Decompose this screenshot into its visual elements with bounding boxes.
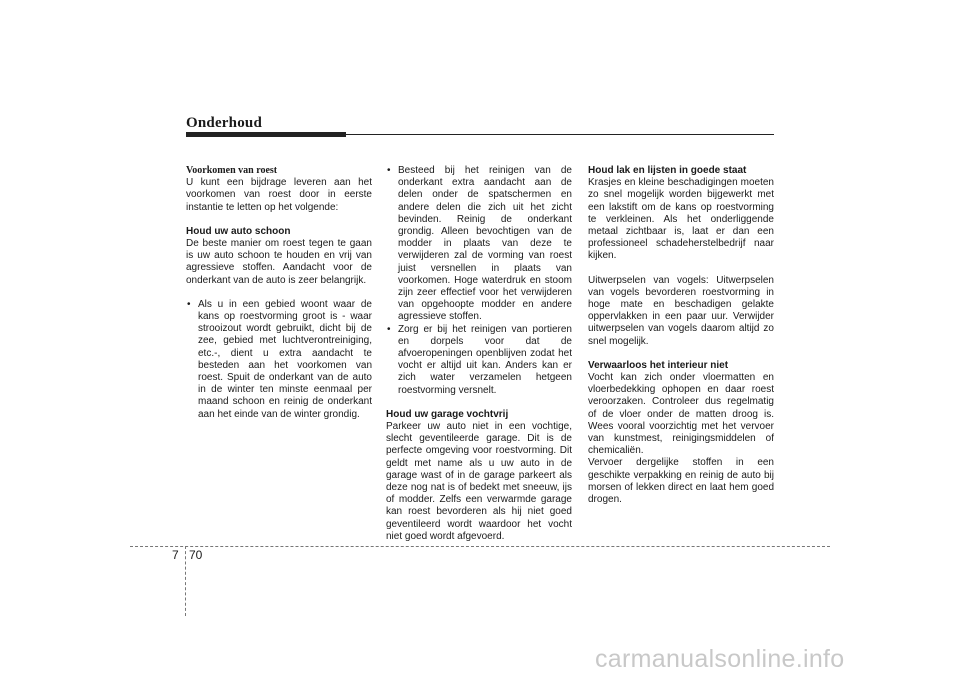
section-heading-keep-clean: Houd uw auto schoon (186, 225, 291, 237)
list-item: • Als u in een gebied woont waar de kans op roestvorming groot is - waar strooizout wordt gebruikt, dicht bij de zee, gebied met luchtverontreiniging, etc.-, dient u extra aandacht te besteden aan het voorkomen van roest. Spuit de onderkant van de auto in de winter ten minste eenmaal per maand schoon en reinig de onderkant aan het einde van de winter grondig. (186, 299, 372, 421)
bullet-list (186, 299, 372, 421)
page-number: 70 (189, 548, 203, 562)
section-heading-garage: Houd uw garage vochtvrij (386, 408, 509, 420)
paragraph-keep-clean: De beste manier om roest tegen te gaan is uw auto schoon te houden en vrij van agressieve stoffen. Aandacht voor de onderkant van de auto is zeer belangrijk. (186, 238, 372, 286)
page-title: Onderhoud (186, 115, 262, 131)
list-item: • Besteed bij het reinigen van de onderkant extra aandacht aan de delen onder de spatschermen en andere delen die zich uit het zicht bevinden. Reinig de onderkant grondig. Alleen bevochtigen van de modder in plaats van deze te verwijderen zal de vorming van roest juist versnellen in plaats van voorkomen. Hoge waterdruk en stoom zijn zeer effectief voor het verwijderen van opgehoopte modder en andere agressieve stoffen. (386, 165, 572, 324)
paragraph-garage: Parkeer uw auto niet in een vochtige, slecht geventileerde garage. Dit is de perfecte omgeving voor roestvorming. Dit geldt met name als u uw auto in de garage wast of in de garage parkeert als deze nog nat is of bedekt met sneeuw, ijs of modder. Zelfs een verwarmde garage kan roest bevorderen als hij niet goed geventileerd wordt waardoor het vocht niet goed wordt afgevoerd. (386, 421, 572, 542)
list-item: • Zorg er bij het reinigen van portieren en dorpels voor dat de afvoeropeningen openblijven zodat het vocht er altijd uit kan. Anders kan er zich water verzamelen hetgeen roestvorming versnelt. (386, 324, 572, 397)
paragraph-birds: Uitwerpselen van vogels: Uitwerpselen van vogels bevorderen roestvorming in hoge mate en beschadigen gelakte oppervlakken in een paar uur. Verwijder uitwerpselen van vogels daarom altijd zo snel mogelijk. (588, 274, 774, 347)
footer-rule (130, 546, 830, 547)
column-right (588, 165, 774, 506)
paragraph-paint: Krasjes en kleine beschadigingen moeten zo snel mogelijk worden bijgewerkt met een lakstift om de kans op roestvorming te verkleinen. Als het onderliggende metaal zichtbaar is, laat er dan een professioneel schadeherstelbedrijf naar kijken. (588, 177, 774, 262)
paragraph-intro: U kunt een bijdrage leveren aan het voorkomen van roest door in eerste instantie te letten op het volgende: (186, 177, 372, 213)
column-left (186, 165, 372, 421)
bullet-list (386, 165, 572, 397)
footer-divider (185, 546, 186, 616)
section-heading-paint: Houd lak en lijsten in goede staat (588, 165, 747, 176)
section-heading-interior: Verwaarloos het interieur niet (588, 359, 729, 371)
paragraph-transport: Vervoer dergelijke stoffen in een geschikte verpakking en reinig de auto bij morsen of lekken direct en laat hem goed drogen. (588, 457, 774, 506)
watermark-text: carmanualsonline.info (595, 645, 845, 673)
header-bar (186, 132, 346, 137)
section-heading-rust-prevention: Voorkomen van roest (186, 165, 278, 176)
chapter-number: 7 (172, 548, 179, 562)
paragraph-interior: Vocht kan zich onder vloermatten en vloerbedekking ophopen en daar roest veroorzaken. Controleer dus regelmatig of de vloer onder de matten droog is. Wees vooral voorzichtig met het vervoer van kunstmest, reinigingsmiddelen of chemicaliën. (588, 372, 774, 457)
column-middle (386, 165, 572, 543)
header-rule (346, 134, 774, 135)
